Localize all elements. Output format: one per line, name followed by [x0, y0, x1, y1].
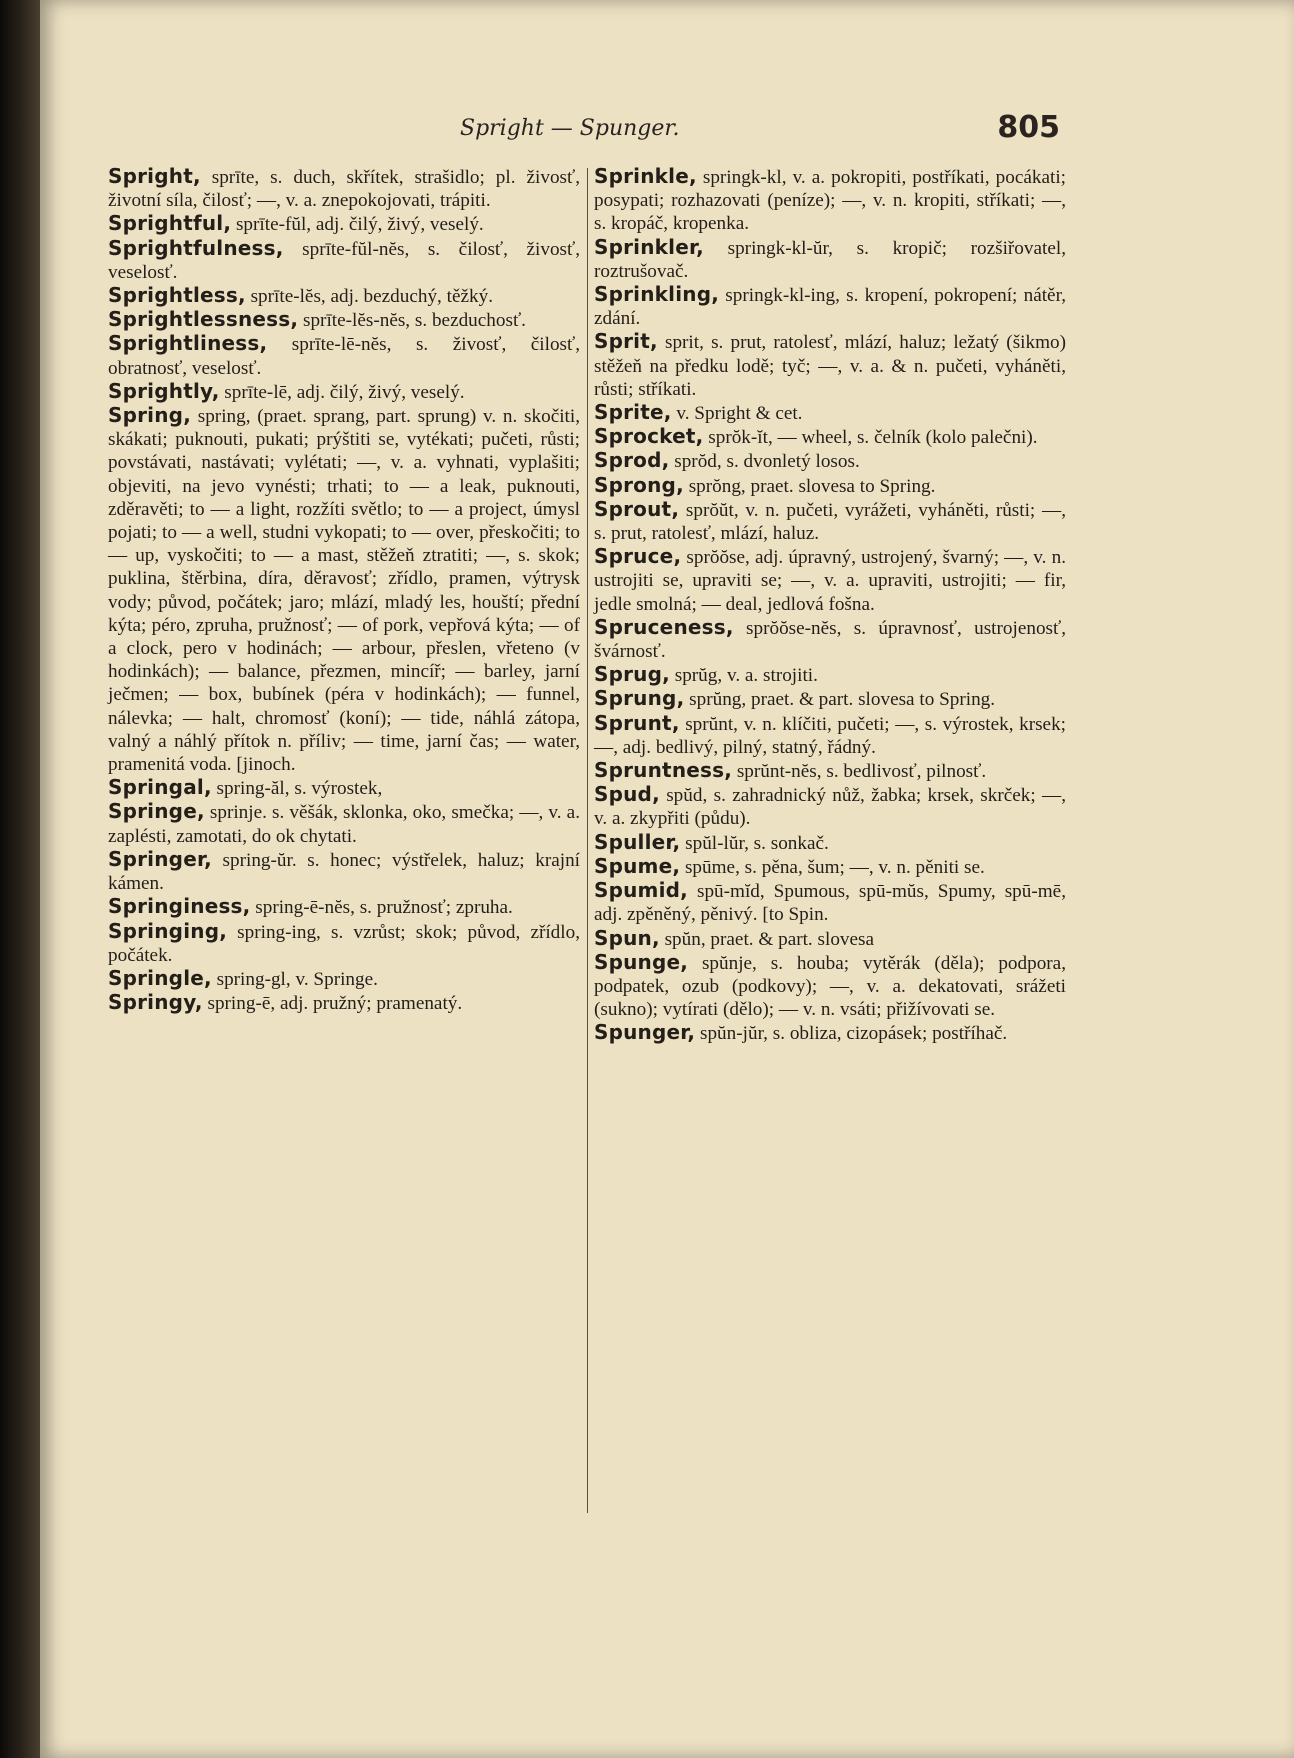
entry-definition: spring-ē, adj. pružný; pramenatý. [202, 993, 463, 1015]
entry-headword: Spun, [594, 925, 660, 950]
entry-headword: Sprung, [594, 686, 685, 711]
entry-headword: Sprightlessness, [108, 307, 299, 332]
dictionary-entry [594, 1021, 1066, 1045]
entry-headword: Sprit, [594, 329, 658, 354]
entry-definition: sprŭnt-nĕs, s. bedlivosť, pilnosť. [732, 761, 987, 783]
running-head [100, 110, 1060, 150]
entry-headword: Springer, [108, 846, 212, 871]
dictionary-entry [108, 895, 580, 919]
entry-headword: Sprong, [594, 472, 684, 497]
entry-headword: Sprightful, [108, 211, 232, 236]
entry-headword: Spruntness, [594, 758, 733, 783]
dictionary-entry [594, 165, 1066, 236]
entry-headword: Sprightfulness, [108, 235, 284, 260]
entry-definition: sprīte-fŭl, adj. čilý, živý, veselý. [231, 214, 484, 236]
dictionary-entry [108, 237, 580, 284]
entry-headword: Sprod, [594, 448, 670, 473]
dictionary-entry [108, 800, 580, 847]
entry-definition: sprŏng, praet. slovesa to Spring. [683, 475, 936, 497]
book-spine [0, 0, 40, 1758]
entry-definition: sprŏk-ĭt, — wheel, s. čelník (kolo palečni). [703, 427, 1038, 449]
dictionary-entry [594, 831, 1066, 855]
dictionary-entry [594, 759, 1066, 783]
entry-definition: sprŭng, praet. & part. slovesa to Spring. [684, 689, 996, 711]
entry-definition: v. Spright & cet. [671, 403, 803, 425]
entry-definition: sprīte-lē, adj. čilý, živý, veselý. [219, 381, 465, 403]
dictionary-entry [594, 712, 1066, 759]
dictionary-entry [108, 165, 580, 212]
dictionary-entry [594, 687, 1066, 711]
dictionary-entry [108, 991, 580, 1015]
entry-definition: spring-gl, v. Springe. [211, 968, 378, 990]
dictionary-entry [594, 855, 1066, 879]
page-number: 805 [997, 110, 1060, 145]
entry-headword: Sprocket, [594, 424, 704, 449]
entry-definition: spring-ăl, s. výrostek, [211, 778, 383, 800]
entry-headword: Spunge, [594, 949, 689, 974]
entry-headword: Sprite, [594, 400, 672, 425]
dictionary-entry [594, 951, 1066, 1022]
entry-headword: Spumid, [594, 878, 688, 903]
entry-definition: spū-mĭd, Spumous, spū-mŭs, Spumy, spū-mē, adj. zpěněný, pěnivý. [to Spin. [594, 881, 1066, 926]
left-column [108, 165, 580, 1015]
dictionary-entry [594, 663, 1066, 687]
entry-headword: Springing, [108, 918, 228, 943]
dictionary-entry [594, 783, 1066, 830]
entry-headword: Sprinkler, [594, 234, 704, 259]
entry-headword: Spruce, [594, 544, 682, 569]
dictionary-entry [594, 401, 1066, 425]
dictionary-entry [594, 545, 1066, 616]
entry-definition: sprŭnt, v. n. klíčiti, pučeti; —, s. výrostek, krsek; —, adj. bedlivý, pilný, statný, řádný. [594, 713, 1066, 758]
entry-headword: Sprightless, [108, 283, 246, 308]
entry-definition: sprit, s. prut, ratolesť, mlází, haluz; ležatý (šikmo) stěžeň na předku lodě; tyč; —, v. a. & n. pučeti, vyháněti, růsti; stříkati. [594, 332, 1066, 400]
entry-headword: Spring, [108, 403, 191, 428]
dictionary-entry [594, 474, 1066, 498]
entry-definition: sprinje. s. věšák, sklonka, oko, smečka; —, v. a. zaplésti, zamotati, do ok chytati. [108, 802, 580, 847]
entry-headword: Springal, [108, 775, 212, 800]
entry-headword: Sprightly, [108, 378, 220, 403]
dictionary-entry [108, 848, 580, 895]
entry-headword: Springe, [108, 799, 205, 824]
right-column [594, 165, 1066, 1046]
entry-definition: spŭnje, s. houba; vytěrák (děla); podpora, podpatek, ozub (podkovy); —, v. a. dekatovati, srážeti (sukno); vytírati (dělo); — v. n. vsáti; přižívovati se. [594, 952, 1066, 1021]
entry-definition: springk-kl-ing, s. kropení, pokropení; nátěr, zdání. [594, 285, 1066, 330]
entry-definition: spŭn, praet. & part. slovesa [659, 928, 875, 950]
entry-definition: spŭd, s. zahradnický nůž, žabka; krsek, skrček; —, v. a. zkypřiti (půdu). [594, 785, 1066, 830]
entry-headword: Sprightliness, [108, 331, 268, 356]
entry-definition: springk-kl, v. a. pokropiti, postříkati, pocákati; posypati; rozhazovati (peníze); —, v. n. kropiti, stříkati; —, s. kropáč, kropenka. [594, 167, 1066, 235]
dictionary-entry [594, 879, 1066, 926]
entry-definition: spring-ing, s. vzrůst; skok; původ, zřídlo, počátek. [108, 921, 580, 966]
dictionary-entry [108, 404, 580, 776]
entry-definition: spūme, s. pěna, šum; —, v. n. pěniti se. [680, 856, 985, 878]
dictionary-entry [594, 616, 1066, 663]
entry-definition: spŭn-jŭr, s. obliza, cizopásek; postříhač. [695, 1023, 1008, 1045]
entry-definition: sprīte, s. duch, skřítek, strašidlo; pl. živosť, životní síla, čilosť; —, v. a. znepokojovati, trápiti. [108, 167, 580, 212]
running-title: Spright — Spunger. [460, 116, 680, 141]
dictionary-entry [108, 332, 580, 379]
entry-headword: Springy, [108, 990, 203, 1015]
dictionary-entry [594, 283, 1066, 330]
entry-headword: Spuller, [594, 829, 681, 854]
entry-headword: Spume, [594, 853, 681, 878]
dictionary-entry [108, 212, 580, 236]
dictionary-entry [108, 920, 580, 967]
entry-definition: spring, (praet. sprang, part. sprung) v. n. skočiti, skákati; puknouti, pukati; prýštiti se, vytékati; pučeti, růsti; povstávati, nastávati; vylétati; —, v. a. vyhnati, vyplašiti; objeviti, na jevo vynésti; trhati; to — a leak, puknouti, zděravěti; to — a light, rozžíti světlo; to — a project, úmysl pojati; to — a well, studni vykopati; to — over, přeskočiti; to — up, vyskočiti; to — a mast, stěžeň ztratiti; —, s. skok; puklina, štěrbina, díra, děravosť; zřídlo, pramen, výtrysk vody; původ, počátek; jaro; mlází, mladý les, houští; přední kýta; péro, zpruha, pružnosť; — of pork, vepřová kýta; — of a clock, pero v hodinách; — arbour, přeslen, vřeteno (v hodinkách); — balance, přezmen, mincíř; — barley, jarní ječmen; — box, bubínek (péra v hodinkách); — funnel, nálevka; — halt, chromosť (koní); — tide, náhlá zátopa, valný a náhlý přítok n. příliv; — time, jarní čas; — water, pramenitá voda. [jinoch. [108, 406, 580, 776]
entry-headword: Springiness, [108, 894, 251, 919]
entry-definition: sprīte-lĕs-nĕs, s. bezduchosť. [298, 310, 526, 332]
entry-headword: Spright, [108, 164, 201, 188]
entry-headword: Sprinkle, [594, 164, 697, 188]
entry-definition: spring-ē-nĕs, s. pružnosť; zpruha. [250, 897, 513, 919]
entry-headword: Sprug, [594, 662, 670, 687]
dictionary-entry [594, 927, 1066, 951]
entry-definition: sprŏŏse, adj. úpravný, ustrojený, švarný; —, v. n. ustrojiti se, upraviti se; —, v. a. upraviti, ustrojiti; — fir, jedle smolná; — deal, jedlová fošna. [594, 547, 1066, 615]
dictionary-entry [108, 967, 580, 991]
entry-definition: sprŏŭt, v. n. pučeti, vyrážeti, vyháněti, růsti; —, s. prut, ratolesť, mlází, haluz. [594, 499, 1066, 545]
dictionary-entry [594, 498, 1066, 545]
entry-definition: sprŭg, v. a. strojiti. [669, 665, 818, 687]
entry-definition: sprŏd, s. dvonletý losos. [669, 451, 860, 473]
dictionary-entry [108, 380, 580, 404]
dictionary-entry [108, 308, 580, 332]
entry-definition: sprŏŏse-nĕs, s. úpravnosť, ustrojenosť, švárnosť. [594, 617, 1066, 663]
entry-headword: Spud, [594, 782, 660, 807]
entry-definition: spring-ŭr. s. honec; výstřelek, haluz; krajní kámen. [108, 849, 580, 895]
dictionary-entry [594, 449, 1066, 473]
dictionary-entry [108, 284, 580, 308]
entry-headword: Sprinkling, [594, 282, 720, 307]
column-divider [587, 168, 588, 1513]
entry-headword: Sprout, [594, 496, 680, 521]
dictionary-entry [108, 776, 580, 800]
dictionary-entry [594, 236, 1066, 283]
entry-headword: Spruceness, [594, 614, 734, 639]
entry-definition: sprīte-lĕs, adj. bezduchý, těžký. [245, 286, 493, 308]
entry-definition: sprīte-fŭl-nĕs, s. čilosť, živosť, veselosť. [108, 238, 580, 283]
entry-headword: Sprunt, [594, 710, 680, 735]
dictionary-entry [594, 330, 1066, 401]
entry-headword: Spunger, [594, 1020, 696, 1045]
entry-definition: sprīte-lē-nĕs, s. živosť, čilosť, obratnosť, veselosť. [108, 334, 580, 379]
dictionary-entry [594, 425, 1066, 449]
entry-definition: springk-kl-ŭr, s. kropič; rozšiřovatel, roztrušovač. [594, 237, 1066, 282]
entry-headword: Springle, [108, 965, 212, 990]
entry-definition: spŭl-lŭr, s. sonkač. [680, 832, 829, 854]
